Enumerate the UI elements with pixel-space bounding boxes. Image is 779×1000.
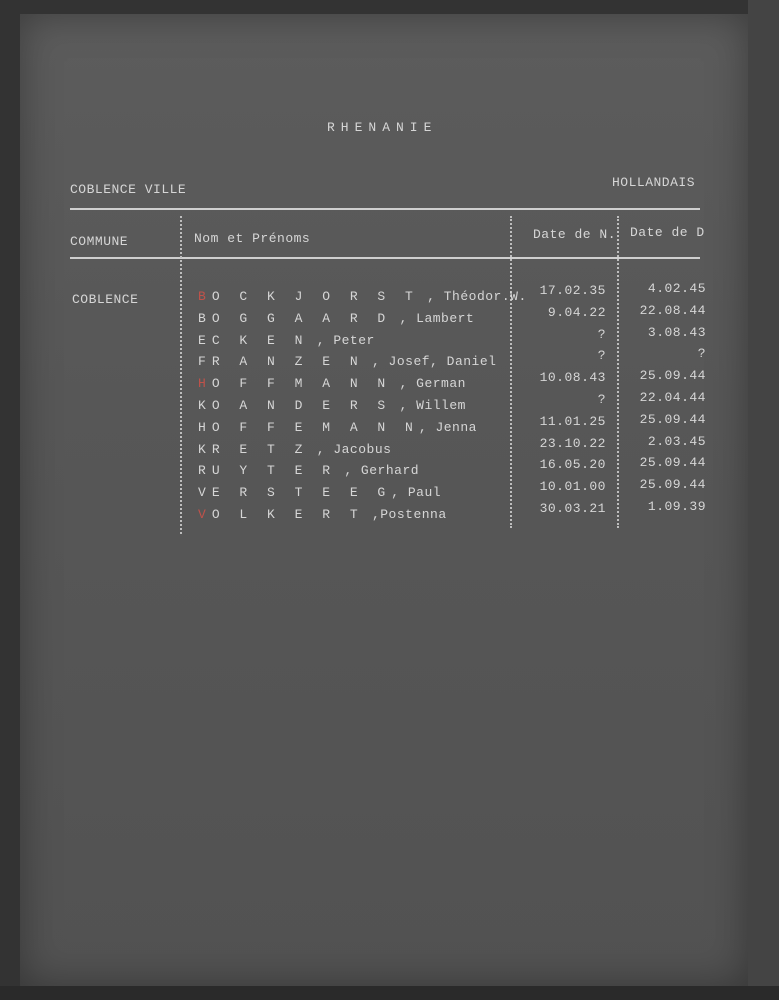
- given-names: , Jacobus: [308, 441, 392, 457]
- surname: O F F E M A N N: [211, 419, 419, 435]
- surname-initial: H: [198, 376, 212, 392]
- given-names: , Josef, Daniel: [363, 354, 497, 370]
- column-header-nom: Nom et Prénoms: [194, 231, 311, 246]
- given-names: , Willem: [391, 398, 466, 413]
- column-header-commune: COMMUNE: [70, 234, 129, 249]
- table-cell-death-date: 4.02.45: [647, 281, 706, 296]
- surname-initial: V: [198, 507, 212, 522]
- given-names: , Théodor.W.: [418, 289, 527, 304]
- column-divider-1: [180, 216, 182, 534]
- table-cell-death-date: ?: [697, 346, 706, 362]
- table-cell-birth-date: 9.04.22: [547, 304, 606, 320]
- right-header: HOLLANDAIS: [612, 175, 696, 190]
- surname-initial: R: [198, 463, 212, 479]
- table-cell-death-date: 1.09.39: [647, 499, 706, 514]
- table-row-name: [198, 311, 474, 326]
- surname: C K E N: [211, 332, 309, 348]
- header-bottom-rule: [70, 257, 700, 259]
- table-row-name: [198, 376, 466, 391]
- table-row-name: [198, 485, 441, 500]
- left-header: COBLENCE VILLE: [70, 182, 187, 197]
- given-names: , Lambert: [391, 310, 475, 326]
- column-header-date-n: Date de N.: [533, 227, 617, 242]
- table-cell-birth-date: 30.03.21: [539, 501, 606, 516]
- surname-initial: K: [198, 441, 212, 457]
- table-cell-death-date: 2.03.45: [647, 433, 706, 449]
- surname-initial: K: [198, 398, 212, 413]
- table-cell-death-date: 25.09.44: [639, 411, 706, 427]
- document-page: [20, 14, 748, 986]
- table-cell-birth-date: 16.05.20: [539, 457, 606, 473]
- surname-initial: F: [198, 354, 212, 370]
- table-row-name: [198, 333, 375, 348]
- table-cell-birth-date: ?: [597, 392, 606, 407]
- table-cell-birth-date: ?: [597, 326, 606, 342]
- table-cell-birth-date: 10.08.43: [539, 370, 606, 386]
- table-cell-death-date: 3.08.43: [647, 324, 706, 340]
- bottom-border: [0, 986, 779, 1000]
- surname-initial: B: [198, 289, 212, 304]
- table-row-name: [198, 463, 419, 478]
- surname: O L K E R T: [211, 507, 364, 522]
- column-header-date-d: Date de D: [630, 225, 705, 240]
- surname-initial: B: [198, 310, 212, 326]
- table-cell-death-date: 22.08.44: [639, 302, 706, 318]
- table-row-name: [198, 507, 447, 522]
- given-names: , Jenna: [418, 419, 477, 435]
- surname: R E T Z: [211, 441, 309, 457]
- table-cell-death-date: 25.09.44: [639, 477, 706, 493]
- surname-initial: V: [198, 485, 212, 501]
- surname-initial: E: [198, 332, 212, 348]
- column-divider-3: [617, 216, 619, 528]
- table-cell-birth-date: ?: [597, 348, 606, 364]
- document-title: RHENANIE: [327, 120, 438, 135]
- commune-value: COBLENCE: [72, 292, 139, 307]
- surname: O F F M A N N: [211, 376, 392, 392]
- surname: O A N D E R S: [211, 398, 392, 413]
- table-cell-death-date: 22.04.44: [639, 390, 706, 405]
- table-cell-birth-date: 17.02.35: [539, 283, 606, 298]
- table-cell-death-date: 25.09.44: [639, 455, 706, 471]
- surname: O C K J O R S T: [211, 289, 419, 304]
- column-divider-2: [510, 216, 512, 528]
- table-cell-birth-date: 10.01.00: [539, 479, 606, 495]
- surname-initial: H: [198, 419, 212, 435]
- table-cell-birth-date: 11.01.25: [539, 413, 606, 429]
- table-cell-birth-date: 23.10.22: [539, 435, 606, 451]
- surname: U Y T E R: [211, 463, 337, 479]
- table-cell-death-date: 25.09.44: [639, 368, 706, 384]
- given-names: ,Postenna: [363, 507, 447, 522]
- surname: O G G A A R D: [211, 310, 392, 326]
- table-row-name: [198, 442, 391, 457]
- header-top-rule: [70, 208, 700, 210]
- table-row-name: [198, 398, 466, 413]
- given-names: , Gerhard: [336, 463, 420, 479]
- given-names: , Peter: [308, 332, 375, 348]
- right-border: [748, 0, 779, 1000]
- given-names: , Paul: [391, 485, 442, 501]
- given-names: , German: [391, 376, 466, 392]
- table-row-name: [198, 289, 527, 304]
- table-row-name: [198, 420, 477, 435]
- table-row-name: [198, 354, 496, 369]
- surname: R A N Z E N: [211, 354, 364, 370]
- surname: E R S T E E G: [211, 485, 392, 501]
